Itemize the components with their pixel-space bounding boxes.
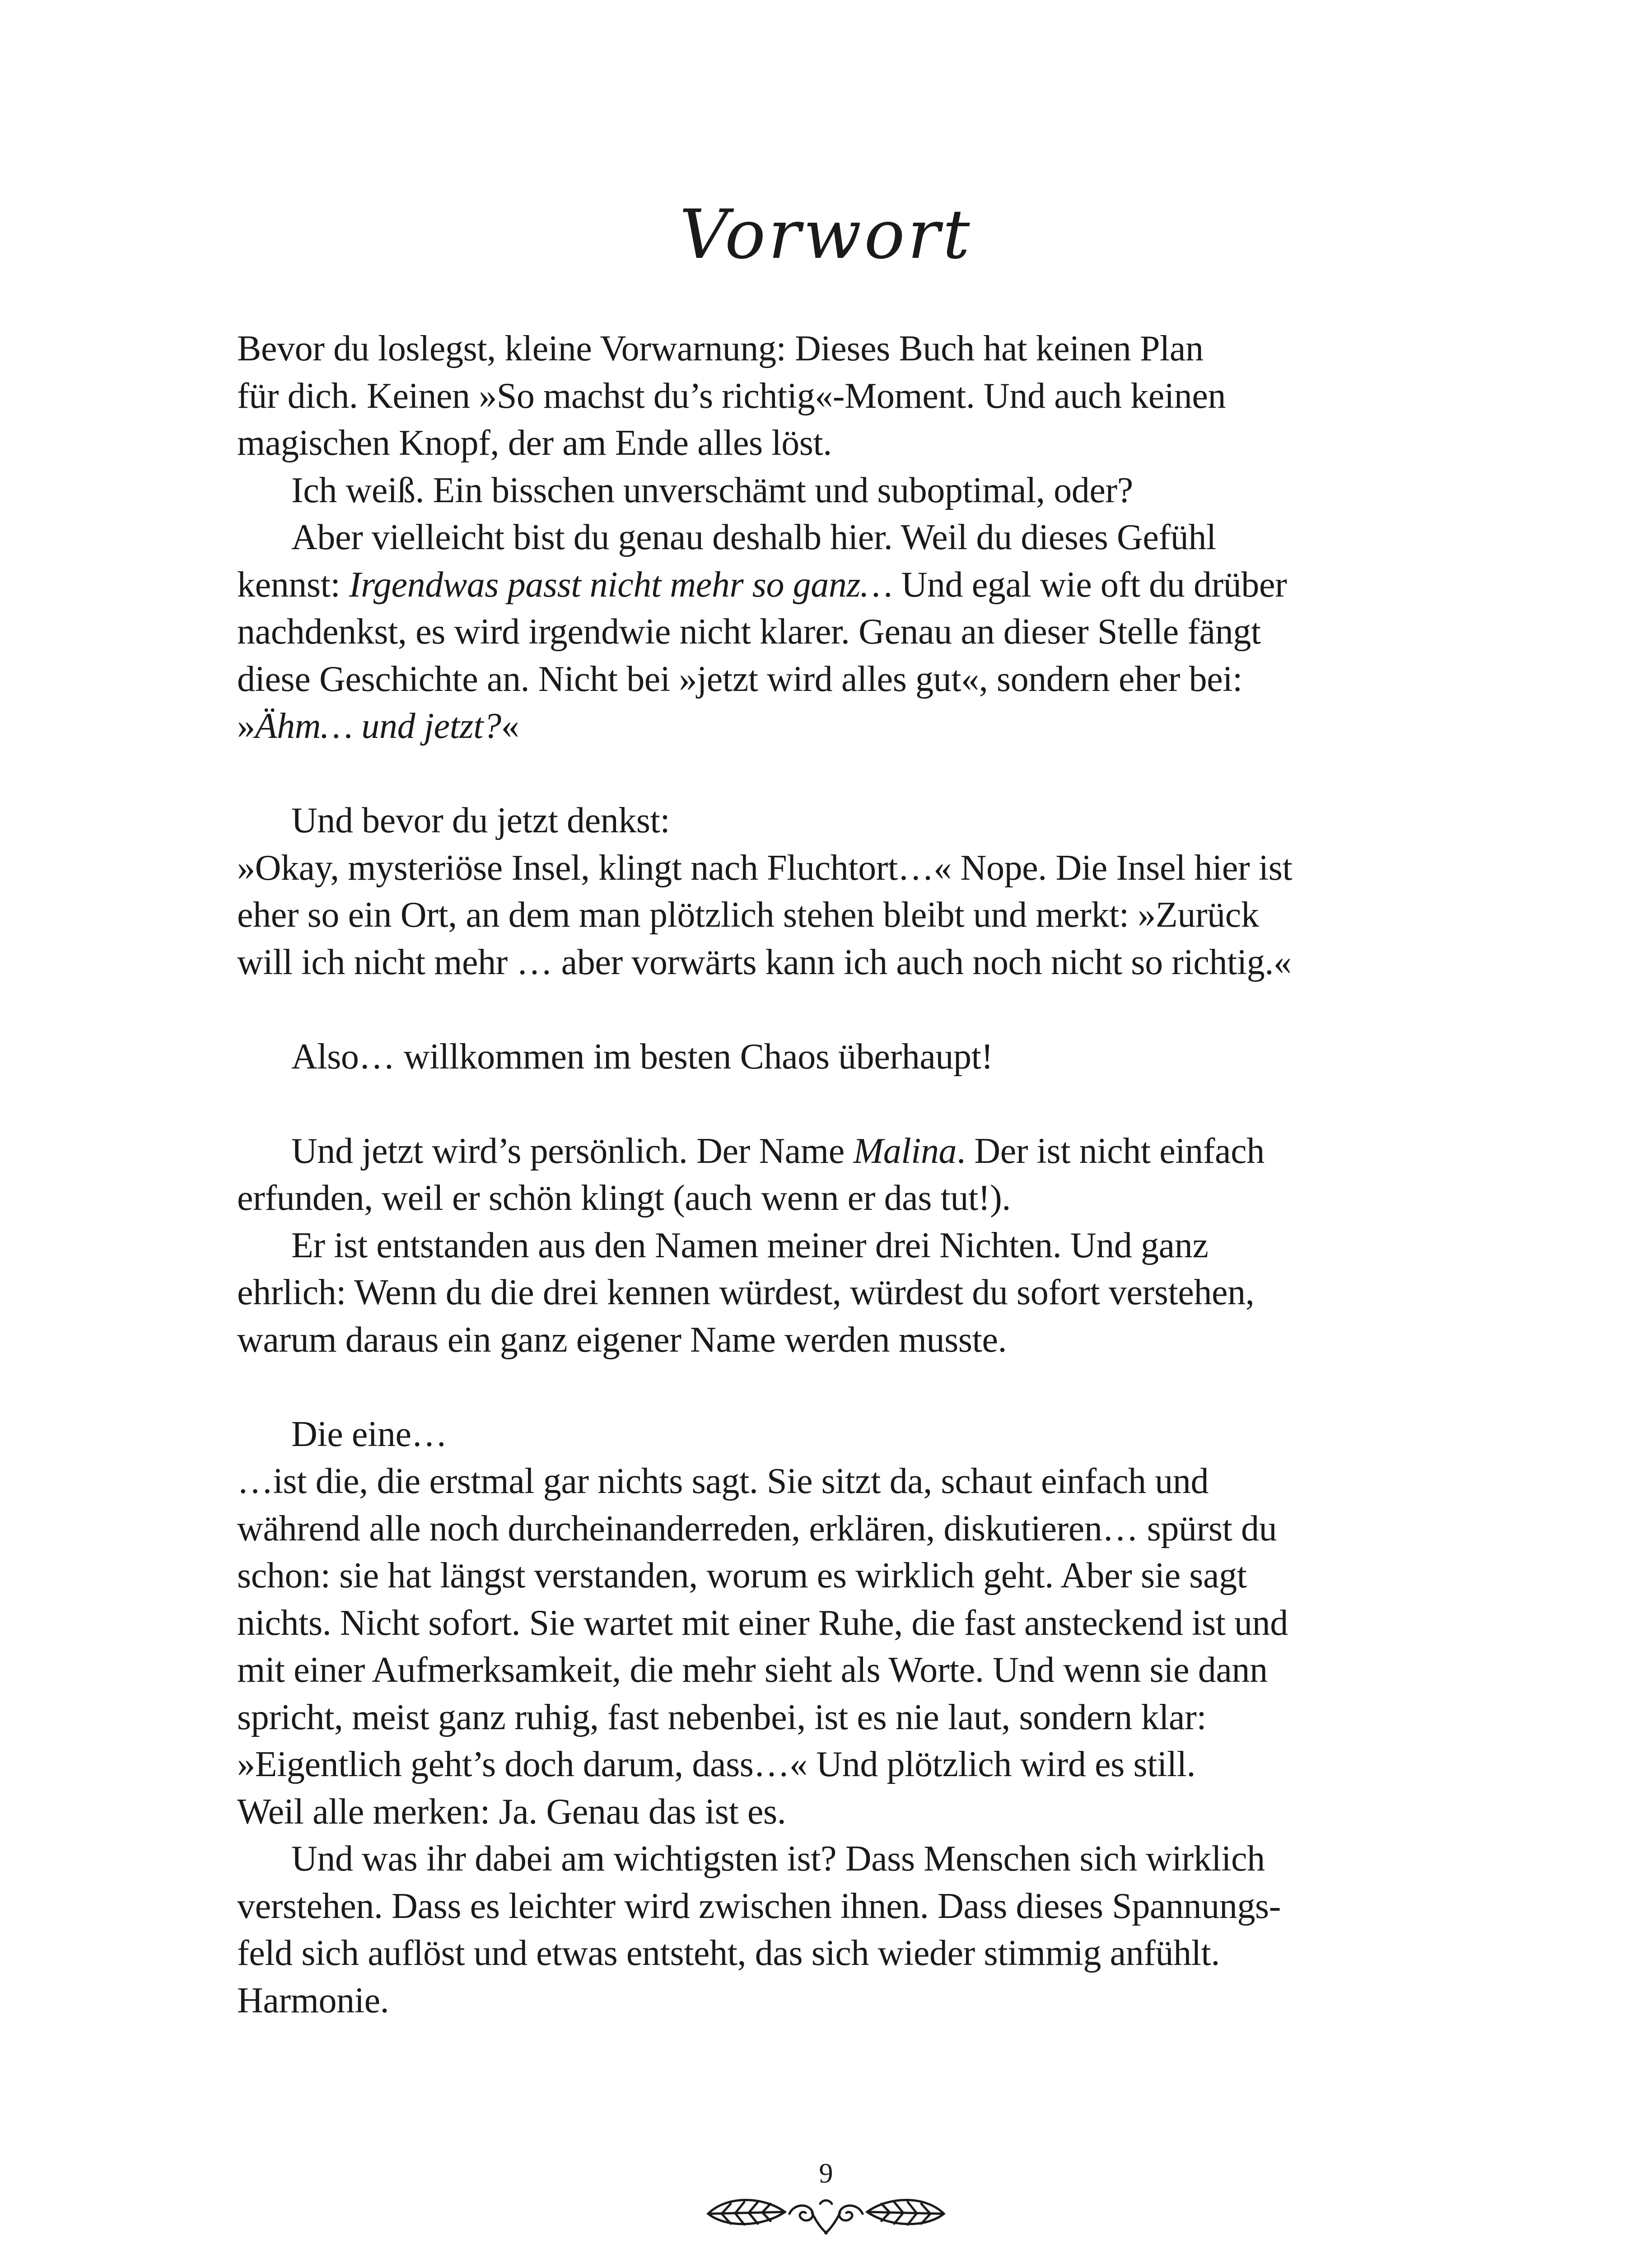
text-run: »Okay, mysteriöse Insel, klingt nach Fluchtort…« Nope. Die Insel hier ist (237, 848, 1293, 888)
text-line (237, 325, 1429, 373)
text-run: warum daraus ein ganz eigener Name werden musste. (237, 1320, 1007, 1360)
text-run: verstehen. Dass es leichter wird zwischen ihnen. Dass dieses Spannungs- (237, 1886, 1281, 1926)
text-line (237, 1033, 1429, 1081)
text-line (237, 1222, 1429, 1269)
text-run: Aber vielleicht bist du genau deshalb hier. Weil du dieses Gefühl (291, 518, 1216, 557)
text-run: …ist die, die erstmal gar nichts sagt. Sie sitzt da, schaut einfach und (237, 1461, 1209, 1501)
text-line (237, 1316, 1429, 1364)
text-line (237, 1647, 1429, 1694)
text-run: Er ist entstanden aus den Namen meiner drei Nichten. Und ganz (291, 1225, 1209, 1265)
text-run: erfunden, weil er schön klingt (auch wenn er das tut!). (237, 1178, 1011, 1218)
text-run: nichts. Nicht sofort. Sie wartet mit einer Ruhe, die fast ansteckend ist und (237, 1603, 1288, 1643)
text-run: Weil alle merken: Ja. Genau das ist es. (237, 1791, 786, 1832)
text-run: « (501, 706, 519, 746)
text-line (237, 797, 1429, 844)
text-run: Und egal wie oft du drüber (892, 564, 1287, 605)
text-run: mit einer Aufmerksamkeit, die mehr sieht als Worte. Und wenn sie dann (237, 1650, 1268, 1690)
italic-text-run: Irgendwas passt nicht mehr so ganz… (349, 564, 892, 605)
leaf-scroll-ornament-icon (699, 2186, 953, 2235)
text-run: spricht, meist ganz ruhig, fast nebenbei, ist es nie laut, sondern klar: (237, 1697, 1207, 1737)
text-run: Und was ihr dabei am wichtigsten ist? Dass Menschen sich wirklich (291, 1839, 1265, 1879)
text-line (237, 1175, 1429, 1222)
text-run: kennst: (237, 564, 349, 605)
blank-line (237, 986, 1429, 1033)
text-line (237, 939, 1429, 986)
text-line (237, 1694, 1429, 1741)
text-run: . Der ist nicht einfach (957, 1131, 1265, 1171)
text-line (237, 891, 1429, 939)
text-run: Und bevor du jetzt denkst: (291, 801, 670, 840)
text-line (237, 1458, 1429, 1505)
text-run: » (237, 706, 255, 746)
blank-line (237, 1080, 1429, 1128)
blank-line (237, 1363, 1429, 1411)
italic-text-run: Ähm… und jetzt? (255, 706, 501, 746)
text-run: will ich nicht mehr … aber vorwärts kann ich auch noch nicht so richtig.« (237, 942, 1292, 982)
text-run: magischen Knopf, der am Ende alles löst. (237, 423, 832, 463)
text-run: für dich. Keinen »So machst du’s richtig«-Moment. Und auch keinen (237, 376, 1226, 416)
text-line (237, 1883, 1429, 1930)
text-line (237, 373, 1429, 420)
text-run: Harmonie. (237, 1980, 389, 2020)
text-line (237, 561, 1429, 609)
text-line (237, 1552, 1429, 1600)
text-line (237, 1788, 1429, 1836)
text-line (237, 467, 1429, 514)
body-text (237, 325, 1429, 2024)
text-run: feld sich auflöst und etwas entsteht, das sich wieder stimmig anfühlt. (237, 1933, 1220, 1973)
text-line (237, 703, 1429, 750)
text-line (237, 844, 1429, 892)
text-line (237, 1741, 1429, 1788)
chapter-title: Vorwort (679, 196, 973, 274)
text-line (237, 608, 1429, 656)
text-line (237, 1128, 1429, 1175)
text-run: Also… willkommen im besten Chaos überhaupt! (291, 1036, 993, 1077)
text-line (237, 1411, 1429, 1458)
text-run: ehrlich: Wenn du die drei kennen würdest, würdest du sofort verstehen, (237, 1273, 1255, 1312)
text-run: schon: sie hat längst verstanden, worum es wirklich geht. Aber sie sagt (237, 1556, 1247, 1596)
text-run: während alle noch durcheinanderreden, erklären, diskutieren… spürst du (237, 1508, 1277, 1549)
text-run: Bevor du loslegst, kleine Vorwarnung: Dieses Buch hat keinen Plan (237, 329, 1204, 369)
text-line (237, 1505, 1429, 1553)
text-run: Ich weiß. Ein bisschen unverschämt und suboptimal, oder? (291, 470, 1133, 510)
text-line (237, 514, 1429, 561)
text-line (237, 1600, 1429, 1647)
text-run: Die eine… (291, 1414, 448, 1454)
text-run: »Eigentlich geht’s doch darum, dass…« Und plötzlich wird es still. (237, 1745, 1196, 1784)
text-line (237, 420, 1429, 467)
text-line (237, 1835, 1429, 1883)
text-line (237, 1269, 1429, 1316)
text-run: eher so ein Ort, an dem man plötzlich stehen bleibt und merkt: »Zurück (237, 895, 1259, 935)
page-number: 9 (819, 2158, 833, 2189)
text-line (237, 656, 1429, 703)
text-line (237, 1930, 1429, 1977)
blank-line (237, 750, 1429, 798)
italic-text-run: Malina (853, 1131, 957, 1171)
text-run: Und jetzt wird’s persönlich. Der Name (291, 1131, 854, 1171)
text-line (237, 1977, 1429, 2025)
text-run: diese Geschichte an. Nicht bei »jetzt wird alles gut«, sondern eher bei: (237, 659, 1243, 699)
text-run: nachdenkst, es wird irgendwie nicht klarer. Genau an dieser Stelle fängt (237, 612, 1261, 652)
